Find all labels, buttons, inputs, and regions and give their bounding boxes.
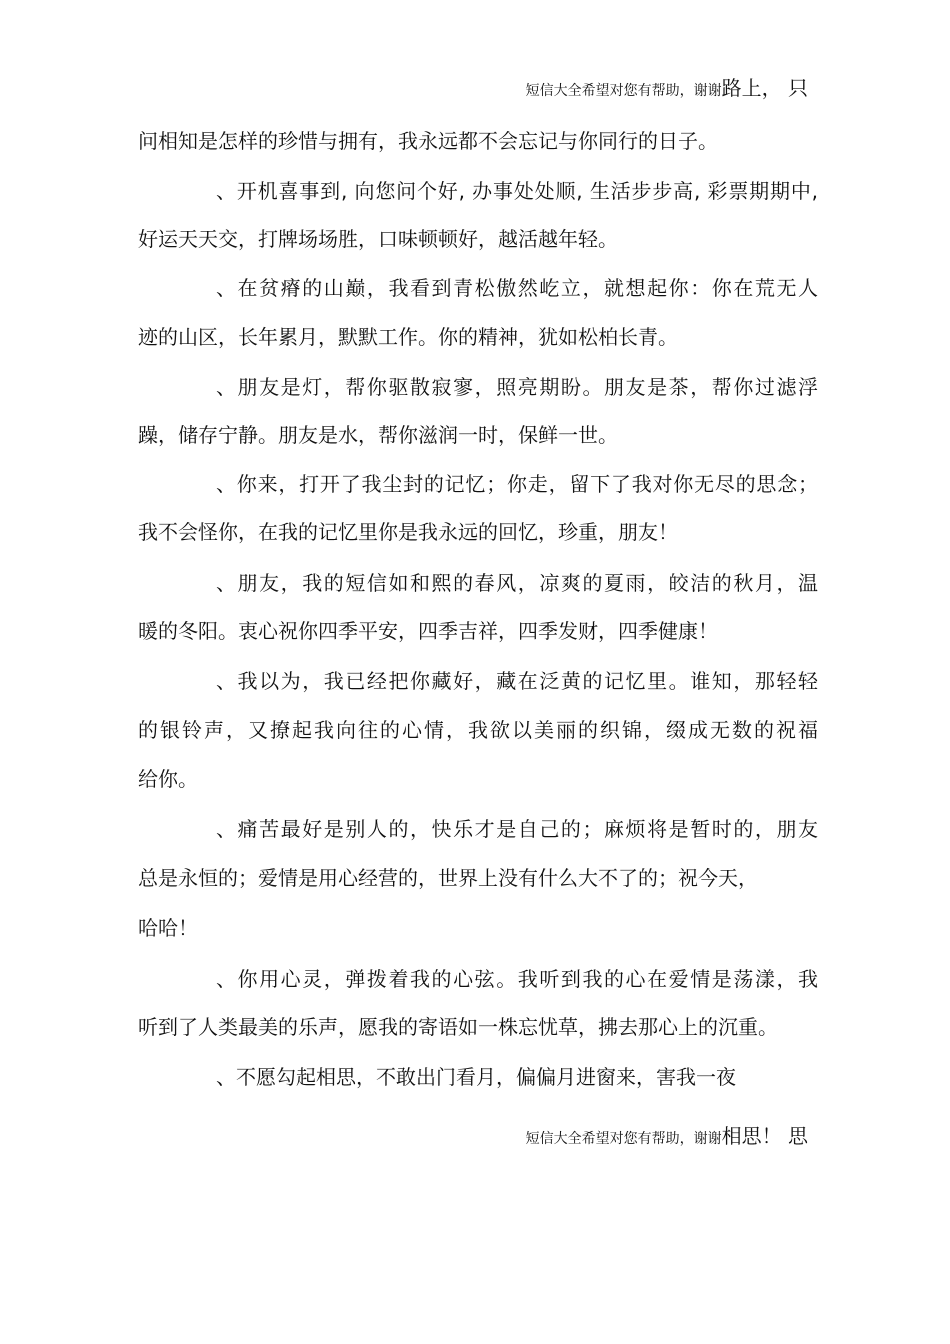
body-line: 的银铃声，又撩起我向往的心情，我欲以美丽的织锦，缀成无数的祝福 xyxy=(138,718,818,742)
body-line: 暖的冬阳。衷心祝你四季平安，四季吉祥，四季发财，四季健康！ xyxy=(138,619,718,643)
body-line: 、在贫瘠的山巅，我看到青松傲然屹立，就想起你：你在荒无人 xyxy=(216,276,818,300)
footer-small-text: 短信大全希望对您有帮助，谢谢 xyxy=(525,1131,722,1147)
body-line: 、我以为，我已经把你藏好，藏在泛黄的记忆里。谁知，那轻轻 xyxy=(216,669,818,693)
page-footer xyxy=(526,1124,808,1151)
body-line: 听到了人类最美的乐声，愿我的寄语如一株忘忧草，拂去那心上的沉重。 xyxy=(138,1015,778,1039)
body-line: 躁，储存宁静。朋友是水，帮你滋润一时，保鲜一世。 xyxy=(138,423,618,447)
body-line: 、朋友是灯，帮你驱散寂寥，照亮期盼。朋友是茶，帮你过滤浮 xyxy=(216,375,818,399)
body-line: 、痛苦最好是别人的，快乐才是自己的；麻烦将是暂时的，朋友 xyxy=(216,817,818,841)
body-line: 我不会怪你，在我的记忆里你是我永远的回忆，珍重，朋友！ xyxy=(138,520,678,544)
body-line: 总是永恒的；爱情是用心经营的，世界上没有什么大不了的；祝今天， xyxy=(138,866,758,890)
body-line: 问相知是怎样的珍惜与拥有，我永远都不会忘记与你同行的日子。 xyxy=(138,129,718,153)
body-line: 迹的山区，长年累月，默默工作。你的精神，犹如松柏长青。 xyxy=(138,325,678,349)
body-line: 、你用心灵，弹拨着我的心弦。我听到我的心在爱情是荡漾，我 xyxy=(216,967,818,991)
header-small-text: 短信大全希望对您有帮助，谢谢 xyxy=(525,83,722,99)
body-line: 、朋友，我的短信如和熙的春风，凉爽的夏雨，皎洁的秋月，温 xyxy=(216,571,818,595)
page-header xyxy=(526,76,808,103)
header-tail-text: 路上， 只 xyxy=(721,76,808,100)
body-line: 、你来，打开了我尘封的记忆；你走，留下了我对你无尽的思念； xyxy=(216,472,818,496)
body-line: 、开机喜事到, 向您问个好, 办事处处顺, 生活步步高, 彩票期期中, xyxy=(216,179,818,203)
footer-tail-text: 相思！ 思 xyxy=(721,1124,808,1148)
body-line: 哈哈！ xyxy=(138,916,198,940)
body-line: 好运天天交，打牌场场胜，口味顿顿好，越活越年轻。 xyxy=(138,227,618,251)
body-line: 、不愿勾起相思，不敢出门看月，偏偏月进窗来，害我一夜 xyxy=(216,1065,736,1089)
body-line: 给你。 xyxy=(138,767,198,791)
